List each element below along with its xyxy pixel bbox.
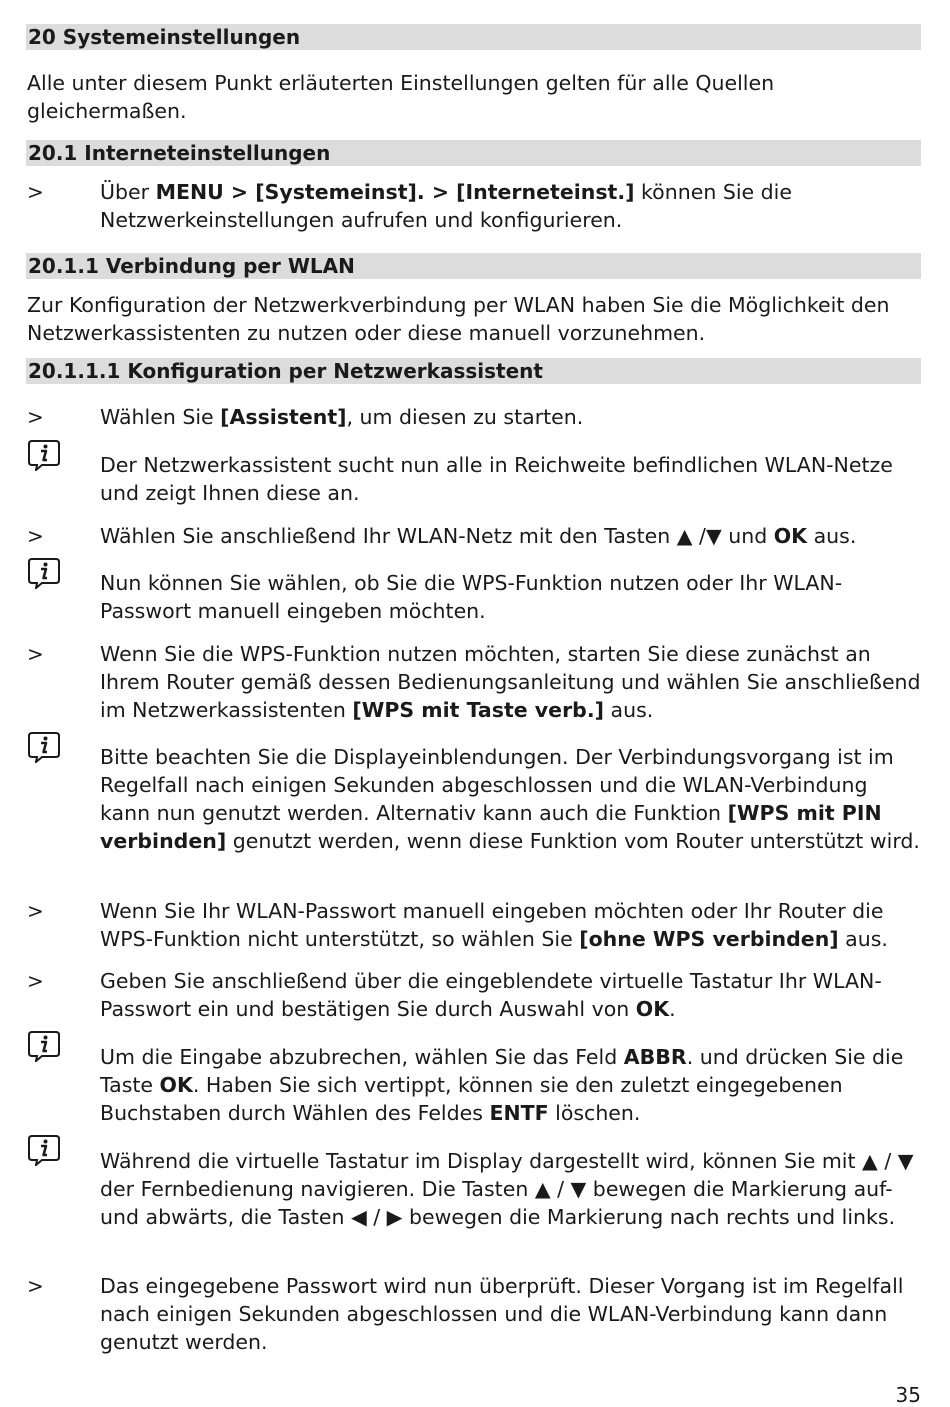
- section-heading-20-1-1: 20.1.1 Verbindung per WLAN: [26, 253, 921, 279]
- step-text: Wenn Sie die WPS-Funktion nutzen möchten, starten Sie diese zunächst an Ihrem Router gemäß dessen Bedienungsanleitung und wählen Sie anschließend im Netzwerkassistenten [WPS mit Taste verb.] aus.: [100, 642, 921, 722]
- info-icon: [27, 1030, 61, 1062]
- note-text: Nun können Sie wählen, ob Sie die WPS-Funktion nutzen oder Ihr WLAN-Passwort manuell eingeben möchten.: [100, 571, 843, 623]
- step-marker: >: [27, 642, 44, 666]
- info-icon: [27, 731, 61, 763]
- info-icon: [27, 439, 61, 471]
- step-text: Das eingegebene Passwort wird nun überprüft. Dieser Vorgang ist im Regelfall nach einigen Sekunden abgeschlossen und die WLAN-Verbindung kann dann genutzt werden.: [100, 1274, 904, 1354]
- info-icon: [27, 1134, 61, 1166]
- step-marker: >: [27, 969, 44, 993]
- step-marker: >: [27, 1274, 44, 1298]
- section-heading-20-1: 20.1 Interneteinstellungen: [26, 140, 921, 166]
- step-text: Wählen Sie anschließend Ihr WLAN-Netz mit den Tasten ▲ /▼ und OK aus.: [100, 524, 857, 548]
- step-text: Über MENU > [Systemeinst]. > [Interneteinst.] können Sie die Netzwerkeinstellungen aufrufen und konfigurieren.: [100, 180, 792, 232]
- note-text: Um die Eingabe abzubrechen, wählen Sie das Feld ABBR. und drücken Sie die Taste OK. Haben Sie sich vertippt, können sie den zuletzt eingegebenen Buchstaben durch Wählen des Feldes ENTF löschen.: [100, 1045, 904, 1125]
- step-marker: >: [27, 524, 44, 548]
- page-number: 35: [895, 1383, 921, 1407]
- note-text: Der Netzwerkassistent sucht nun alle in Reichweite befindlichen WLAN-Netze und zeigt Ihnen diese an.: [100, 453, 893, 505]
- wlan-paragraph: Zur Konfiguration der Netzwerkverbindung per WLAN haben Sie die Möglichkeit den Netzwerkassistenten zu nutzen oder diese manuell vorzunehmen.: [27, 293, 890, 345]
- step-marker: >: [27, 899, 44, 923]
- step-marker: >: [27, 405, 44, 429]
- info-icon: [27, 557, 61, 589]
- note-text: Bitte beachten Sie die Displayeinblendungen. Der Verbindungsvorgang ist im Regelfall nach einigen Sekunden abgeschlossen und die WLAN-Verbindung kann nun genutzt werden. Alternativ kann auch die Funktion [WPS mit PIN verbinden] genutzt werden, wenn diese Funktion vom Router unterstützt wird.: [100, 745, 920, 853]
- step-marker: >: [27, 180, 44, 204]
- step-text: Wählen Sie [Assistent], um diesen zu starten.: [100, 405, 584, 429]
- step-text: Wenn Sie Ihr WLAN-Passwort manuell eingeben möchten oder Ihr Router die WPS-Funktion nicht unterstützt, so wählen Sie [ohne WPS verbinden] aus.: [100, 899, 888, 951]
- intro-paragraph: Alle unter diesem Punkt erläuterten Einstellungen gelten für alle Quellen gleichermaßen.: [27, 71, 775, 123]
- step-text: Geben Sie anschließend über die eingeblendete virtuelle Tastatur Ihr WLAN-Passwort ein und bestätigen Sie durch Auswahl von OK.: [100, 969, 882, 1021]
- section-heading-20-1-1-1: 20.1.1.1 Konfiguration per Netzwerkassistent: [26, 358, 921, 384]
- note-text: Während die virtuelle Tastatur im Display dargestellt wird, können Sie mit ▲ / ▼ der Fernbedienung navigieren. Die Tasten ▲ / ▼ bewegen die Markierung auf- und abwärts, die Tasten ◀ / ▶ bewegen die Markierung nach rechts und links.: [100, 1149, 914, 1229]
- section-heading-20: 20 Systemeinstellungen: [26, 24, 921, 50]
